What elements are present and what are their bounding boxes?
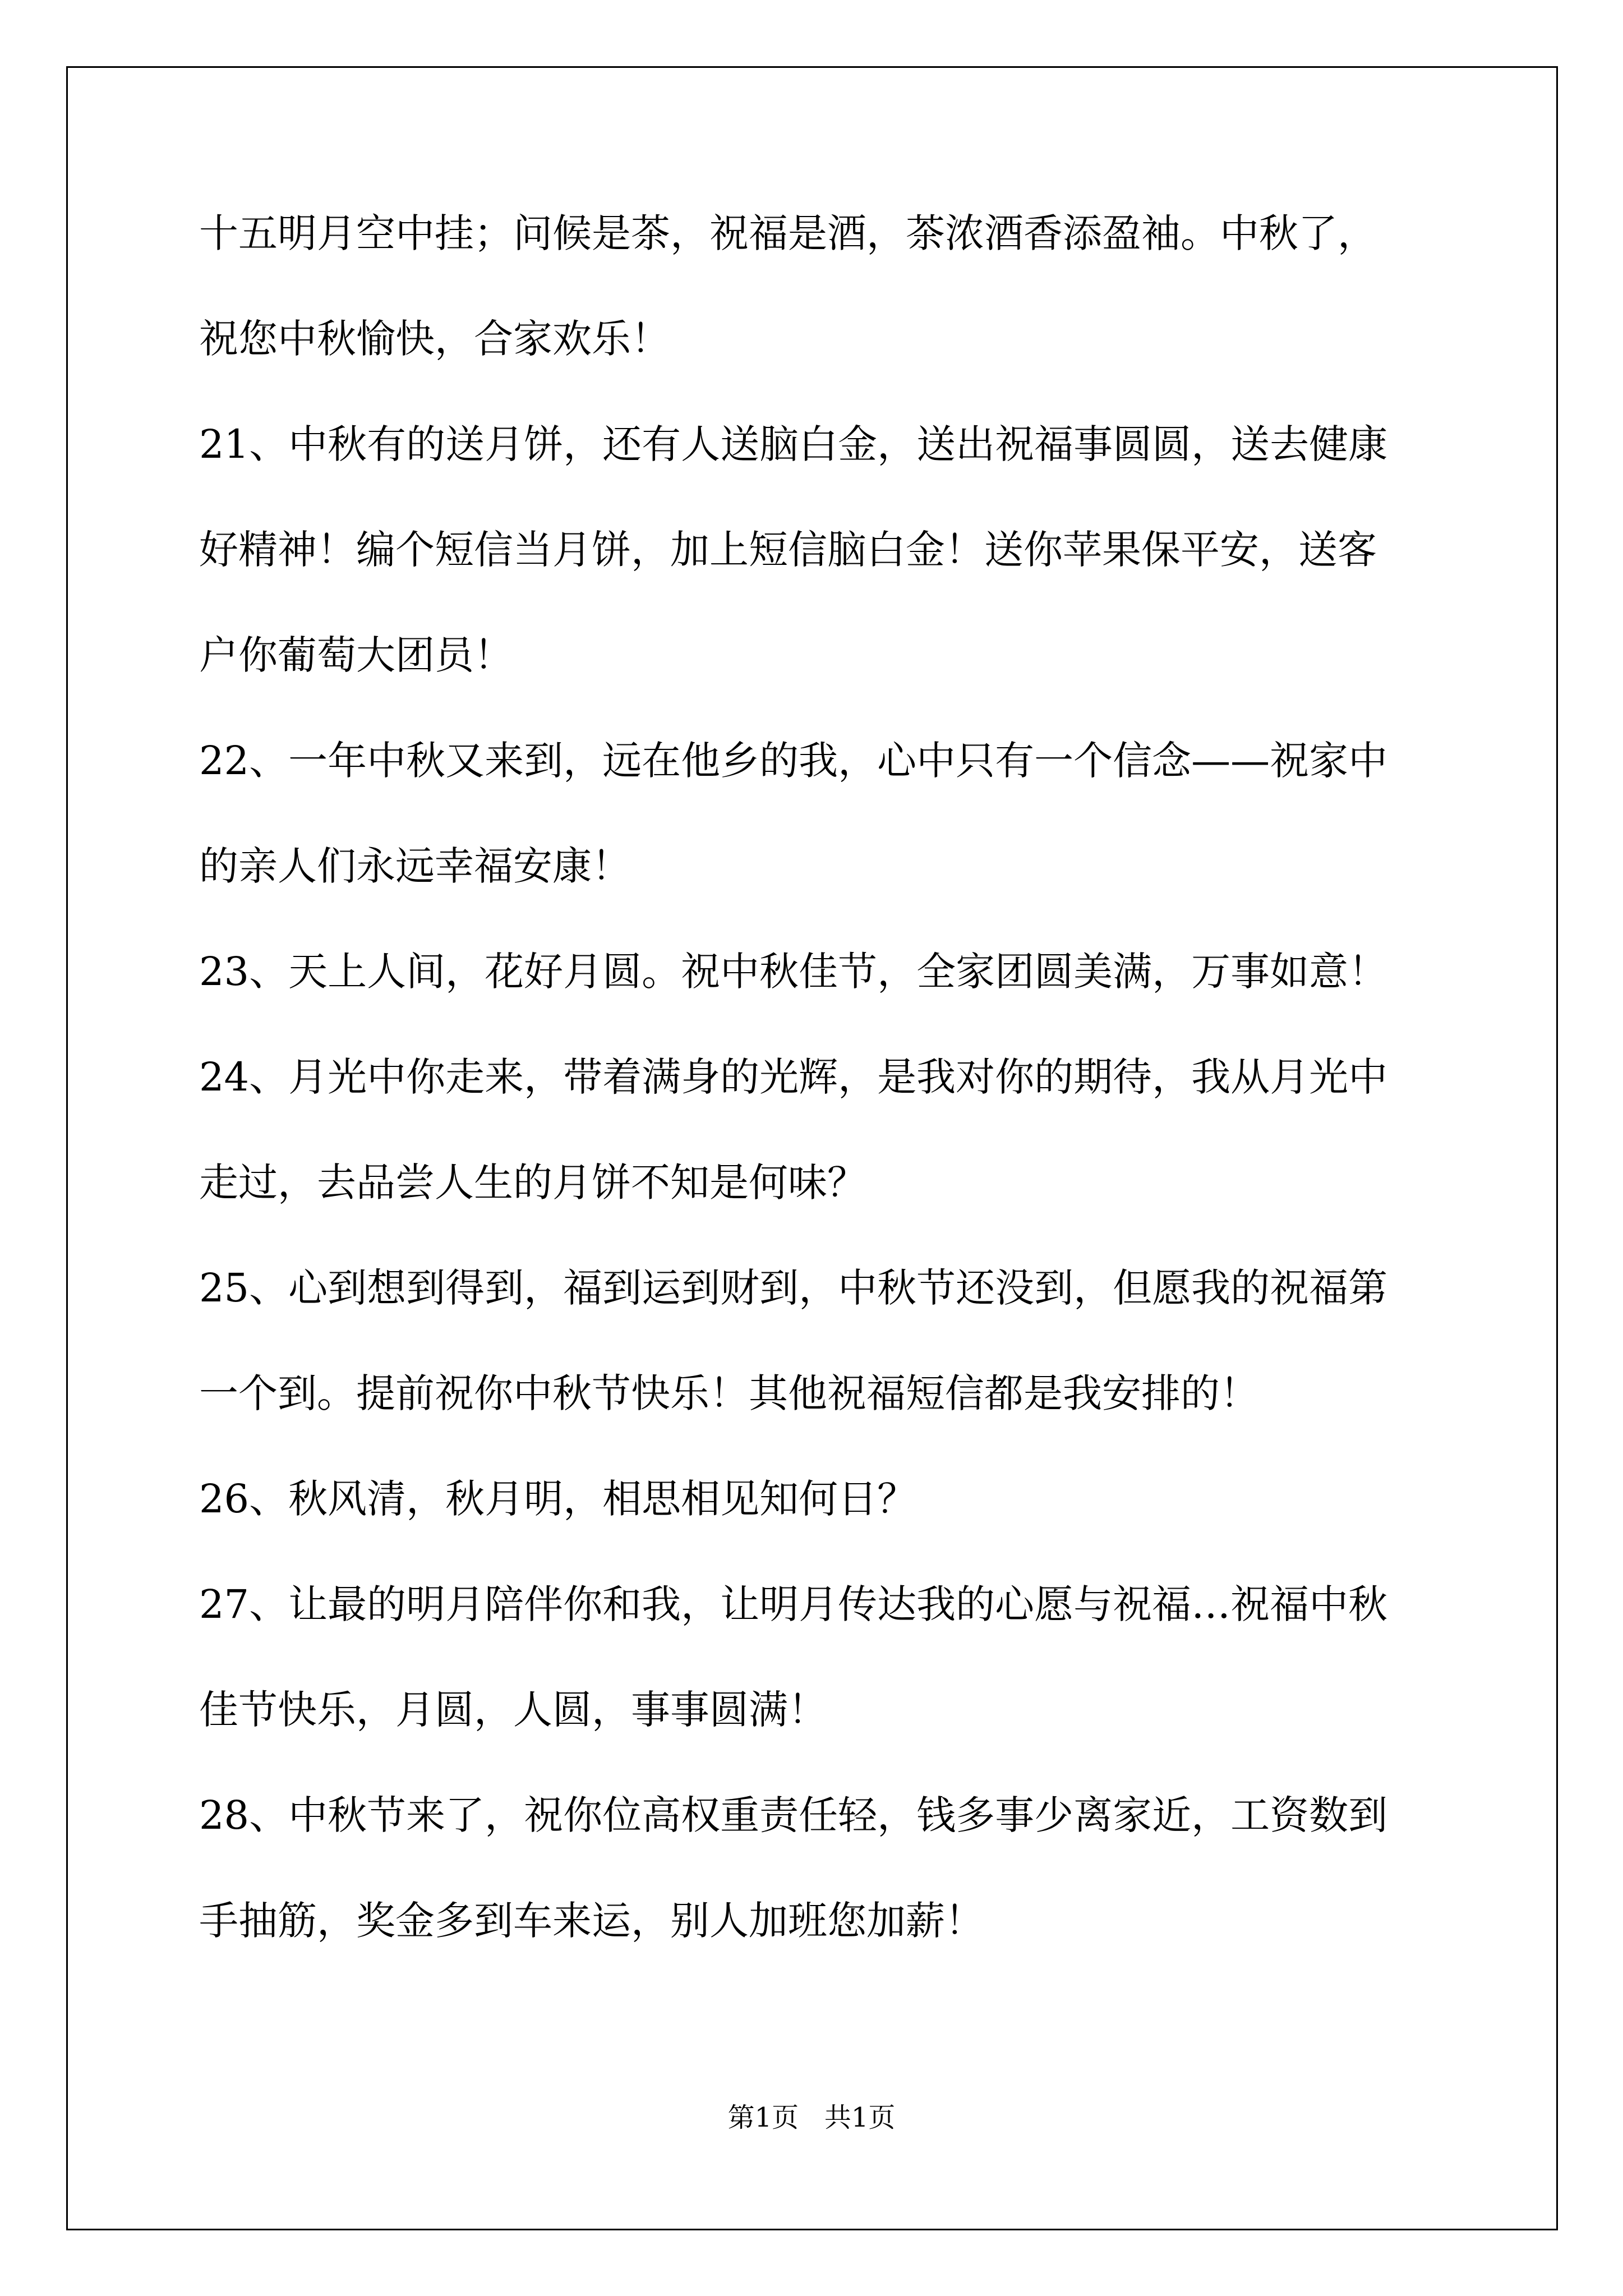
text-line: 21、中秋有的送月饼，还有人送脑白金，送出祝福事圆圆，送去健康 <box>199 421 1388 467</box>
text-line: 走过，去品尝人生的月饼不知是何味？ <box>199 1159 866 1205</box>
text-line: 28、中秋节来了，祝你位高权重责任轻，钱多事少离家近，工资数到 <box>199 1792 1388 1838</box>
text-line: 祝您中秋愉快，合家欢乐！ <box>199 316 670 362</box>
text-line: 十五明月空中挂；问候是茶，祝福是酒，茶浓酒香添盈袖。中秋了， <box>199 210 1377 256</box>
text-line: 的亲人们永远幸福安康！ <box>199 843 631 889</box>
text-line: 22、一年中秋又来到，远在他乡的我，心中只有一个信念——祝家中 <box>199 738 1388 784</box>
text-line: 24、月光中你走来，带着满身的光辉，是我对你的期待，我从月光中 <box>199 1054 1388 1100</box>
text-line: 好精神！编个短信当月饼，加上短信脑白金！送你苹果保平安，送客 <box>199 527 1377 573</box>
text-line: 23、天上人间，花好月圆。祝中秋佳节，全家团圆美满，万事如意！ <box>199 949 1388 995</box>
document-body <box>199 206 1433 1999</box>
text-line: 佳节快乐，月圆，人圆，事事圆满！ <box>199 1687 827 1733</box>
text-line: 手抽筋，奖金多到车来运，别人加班您加薪！ <box>199 1898 984 1944</box>
text-line: 25、心到想到得到，福到运到财到，中秋节还没到，但愿我的祝福第 <box>199 1265 1388 1311</box>
text-line: 27、让最的明月陪伴你和我，让明月传达我的心愿与祝福…祝福中秋 <box>199 1581 1388 1627</box>
page-number: 第1页 共1页 <box>727 2102 896 2133</box>
text-line: 一个到。提前祝你中秋节快乐！其他祝福短信都是我安排的！ <box>199 1370 1259 1416</box>
text-line: 户你葡萄大团员！ <box>199 632 513 678</box>
text-line: 26、秋风清，秋月明，相思相见知何日？ <box>199 1476 917 1522</box>
